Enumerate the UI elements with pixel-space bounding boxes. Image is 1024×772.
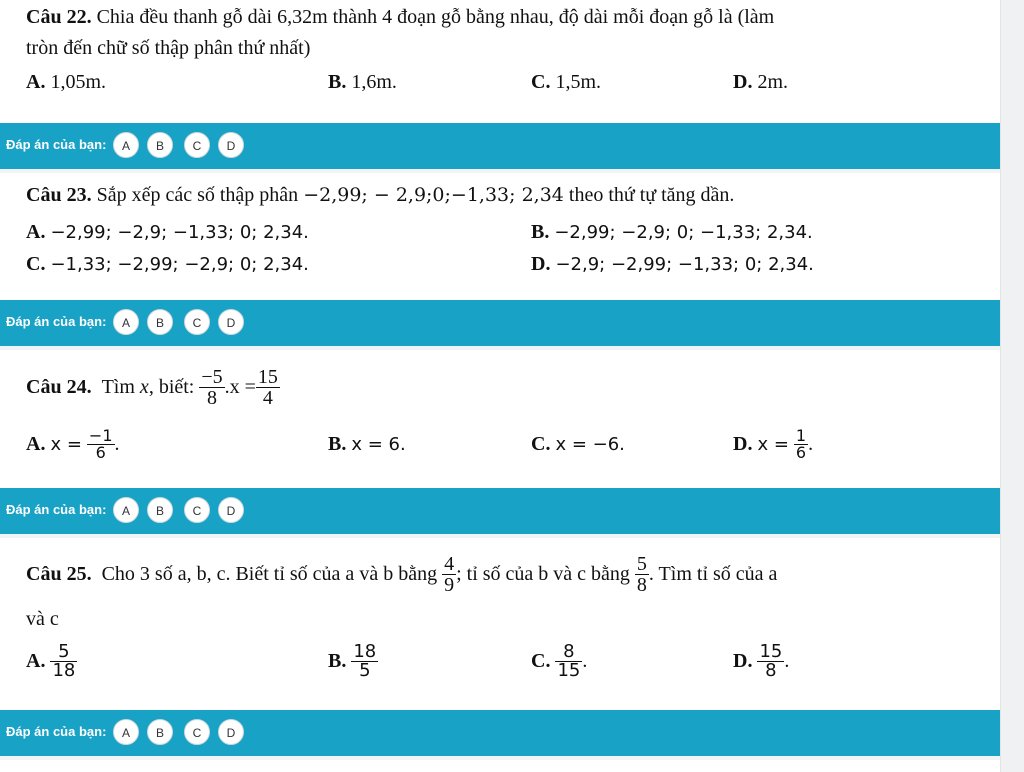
answer-bar-label: Đáp án của bạn: xyxy=(6,314,107,329)
q22-option-a: A. 1,05m. xyxy=(26,71,107,93)
q23-option-d: D. −2,9; −2,99; −1,33; 0; 2,34. xyxy=(531,253,814,275)
q22-text2: tròn đến chữ số thập phân thứ nhất) xyxy=(26,37,311,59)
q24-fraction-1: $\frac{-5}{8}$ xyxy=(201,365,223,409)
answer-choice-d[interactable]: D xyxy=(218,309,244,335)
answer-choice-d[interactable]: D xyxy=(218,497,244,523)
answer-choice-c[interactable]: C xyxy=(184,132,210,158)
answer-choice-d[interactable]: D xyxy=(218,132,244,158)
answer-bar-label: Đáp án của bạn: xyxy=(6,137,107,152)
answer-choice-a[interactable]: A xyxy=(113,719,139,745)
answer-choice-a[interactable]: A xyxy=(113,497,139,523)
answer-choice-b[interactable]: B xyxy=(147,719,173,745)
q22-option-d: D. 2m. xyxy=(733,71,789,93)
q23-option-a: A. −2,99; −2,9; −1,33; 0; 2,34. xyxy=(26,221,309,243)
answer-choice-b[interactable]: B xyxy=(147,497,173,523)
divider xyxy=(0,756,1000,760)
divider xyxy=(0,346,1000,350)
answer-bar-q23 xyxy=(0,300,1000,346)
answer-choice-c[interactable]: C xyxy=(184,309,210,335)
q25-fraction-1: $\frac{4}{9}$ xyxy=(444,552,455,596)
q23-line1: Câu 23. Sắp xếp các số thập phân −2,99; − 2,9;0;−1,33; 2,34 theo thứ tự tăng dần. xyxy=(26,184,735,206)
q25-text2: và c xyxy=(26,608,59,630)
q24-number: Câu 24. xyxy=(26,375,92,398)
q24-option-c: C. x = −6. xyxy=(531,432,625,455)
answer-bar-q22 xyxy=(0,123,1000,169)
q25-number: Câu 25. xyxy=(26,562,92,585)
answer-choice-a[interactable]: A xyxy=(113,132,139,158)
q22-text1: Chia đều thanh gỗ dài 6,32m thành 4 đoạn gỗ bằng nhau, độ dài mỗi đoạn gỗ là (làm xyxy=(96,6,775,28)
q24-option-a: A. x = $\frac{-1}{6}$ . xyxy=(26,425,120,462)
q24-line1: Câu 24. Tìm x , biết: $\frac{-5}{8}$ .x = $\frac{15}{4}$ xyxy=(26,365,278,409)
q25-line1: Câu 25. Cho 3 số a, b, c. Biết tỉ số của a và b bằng $\frac{4}{9}$ ; tỉ số của b và c bằng $\frac{5}{8}$ . Tìm tỉ số của a xyxy=(26,552,778,596)
q22-option-c: C. 1,5m. xyxy=(531,71,602,93)
q25-option-c: C. $\frac{8}{15}$ . xyxy=(531,640,588,681)
answer-choice-d[interactable]: D xyxy=(218,719,244,745)
q24-option-d: D. x = $\frac{1}{6}$ . xyxy=(733,425,814,462)
q23-option-b: B. −2,99; −2,9; 0; −1,33; 2,34. xyxy=(531,221,813,243)
answer-bar-label: Đáp án của bạn: xyxy=(6,502,107,517)
q23-option-c: C. −1,33; −2,99; −2,9; 0; 2,34. xyxy=(26,253,309,275)
divider xyxy=(0,534,1000,538)
divider xyxy=(0,169,1000,173)
q25-option-a: A. $\frac{5}{18}$ xyxy=(26,640,76,681)
q23-number: Câu 23. xyxy=(26,184,92,206)
q24-option-b: B. x = 6. xyxy=(328,432,406,455)
q22-number: Câu 22. xyxy=(26,6,92,28)
answer-bar-q25 xyxy=(0,710,1000,756)
vertical-scrollbar[interactable] xyxy=(1000,0,1024,772)
q25-option-b: B. $\frac{18}{5}$ xyxy=(328,640,377,681)
answer-choice-c[interactable]: C xyxy=(184,719,210,745)
q25-fraction-2: $\frac{5}{8}$ xyxy=(636,552,647,596)
answer-bar-label: Đáp án của bạn: xyxy=(6,724,107,739)
q22-option-b: B. 1,6m. xyxy=(328,71,397,93)
answer-bar-q24 xyxy=(0,488,1000,534)
q22-line1 xyxy=(26,6,774,29)
answer-choice-b[interactable]: B xyxy=(147,309,173,335)
q25-option-d: D. $\frac{15}{8}$ . xyxy=(733,640,790,681)
answer-choice-c[interactable]: C xyxy=(184,497,210,523)
answer-choice-b[interactable]: B xyxy=(147,132,173,158)
answer-choice-a[interactable]: A xyxy=(113,309,139,335)
q24-fraction-2: $\frac{15}{4}$ xyxy=(257,365,278,409)
